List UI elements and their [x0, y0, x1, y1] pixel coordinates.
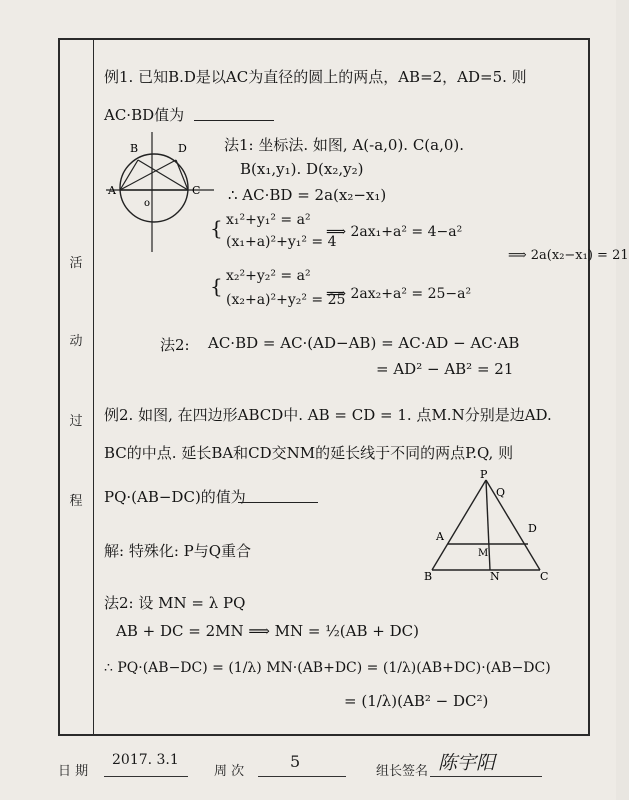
fig2-label-n: N — [490, 570, 500, 583]
example2-step3: = (1/λ)(AB² − DC²) — [344, 692, 489, 710]
example1-final-result: ⟹ 2a(x₂−x₁) = 21 — [508, 248, 629, 263]
example1-sys1-eq1: x₁²+y₁² = a² — [226, 212, 311, 228]
example1-sys2-result: ⟹ 2ax₂+a² = 25−a² — [326, 286, 472, 302]
fig2-label-b: B — [424, 570, 433, 583]
footer-date-label: 日 期 — [58, 764, 89, 779]
footer-leader-label: 组长签名 — [376, 764, 429, 779]
example2-line2: BC的中点. 延长BA和CD交NM的延长线于不同的两点P.Q, 则 — [104, 444, 514, 462]
example1-sys2-brace: { — [210, 274, 223, 298]
footer-week-line — [258, 776, 346, 777]
side-column — [58, 38, 94, 736]
example1-method2-title: 法2: — [160, 336, 190, 354]
example1-sys2-eq1: x₂²+y₂² = a² — [226, 268, 311, 284]
fig1-segment-dc — [176, 160, 188, 190]
example1-line2: AC·BD值为 — [104, 106, 185, 124]
fig2-label-p: P — [480, 468, 488, 481]
example2-step1: AB + DC = 2MN ⟹ MN = ½(AB + DC) — [116, 622, 419, 640]
fig1-label-b: B — [130, 142, 139, 155]
fig2-label-m: M — [478, 548, 489, 559]
footer-week-label: 周 次 — [214, 764, 245, 779]
example1-method1-dot: ∴ AC·BD = 2a(x₂−x₁) — [228, 186, 387, 204]
example1-sys1-result: ⟹ 2ax₁+a² = 4−a² — [326, 224, 463, 240]
fig1-segment-bc — [138, 160, 188, 190]
example2-method2-title: 法2: 设 MN = λ PQ — [104, 594, 246, 612]
fig1-label-o: o — [144, 198, 151, 209]
example1-method1-points: B(x₁,y₁). D(x₂,y₂) — [240, 160, 364, 178]
side-label-1: 活 — [69, 256, 83, 271]
footer-date-value: 2017. 3.1 — [112, 752, 179, 768]
fig1-label-c: C — [192, 184, 201, 197]
side-label-2: 动 — [69, 334, 83, 349]
fig2-label-a: A — [436, 530, 444, 543]
fig2-label-q: Q — [496, 486, 506, 499]
example2-line1: 例2. 如图, 在四边形ABCD中. AB = CD = 1. 点M.N分别是边AD. — [104, 406, 552, 424]
fig1-label-d: D — [178, 142, 187, 155]
fig2-label-c: C — [540, 570, 549, 583]
example1-method2-line2: = AD² − AB² = 21 — [376, 360, 514, 378]
side-label-4: 程 — [69, 494, 83, 509]
side-label-3: 过 — [69, 414, 83, 429]
example2-step2: ∴ PQ·(AB−DC) = (1/λ) MN·(AB+DC) = (1/λ)(AB+DC)·(AB−DC) — [104, 660, 551, 676]
example2-line3: PQ·(AB−DC)的值为 — [104, 488, 246, 506]
example1-sys1-eq2: (x₁+a)²+y₁² = 4 — [226, 234, 337, 250]
example1-sys2-eq2: (x₂+a)²+y₂² = 25 — [226, 292, 346, 308]
example2-figure — [418, 470, 554, 582]
fig1-label-a: A — [108, 184, 116, 197]
example1-figure — [104, 130, 220, 254]
example2-answer-blank — [238, 502, 318, 503]
fig2-label-d: D — [528, 522, 537, 535]
example1-answer-blank — [194, 120, 274, 121]
example1-method2-line1: AC·BD = AC·(AD−AB) = AC·AD − AC·AB — [208, 334, 520, 352]
footer-signature: 陈宇阳 — [438, 752, 496, 774]
example2-solution1: 解: 特殊化: P与Q重合 — [104, 542, 252, 560]
footer-leader-line — [430, 776, 542, 777]
footer-week-value: 5 — [290, 752, 301, 771]
example1-line1: 例1. 已知B.D是以AC为直径的圆上的两点，AB=2，AD=5. 则 — [104, 68, 527, 86]
example1-sys1-brace: { — [210, 216, 223, 240]
footer-date-line — [104, 776, 188, 777]
example1-method1-title: 法1: 坐标法. 如图, A(-a,0). C(a,0). — [224, 136, 465, 154]
